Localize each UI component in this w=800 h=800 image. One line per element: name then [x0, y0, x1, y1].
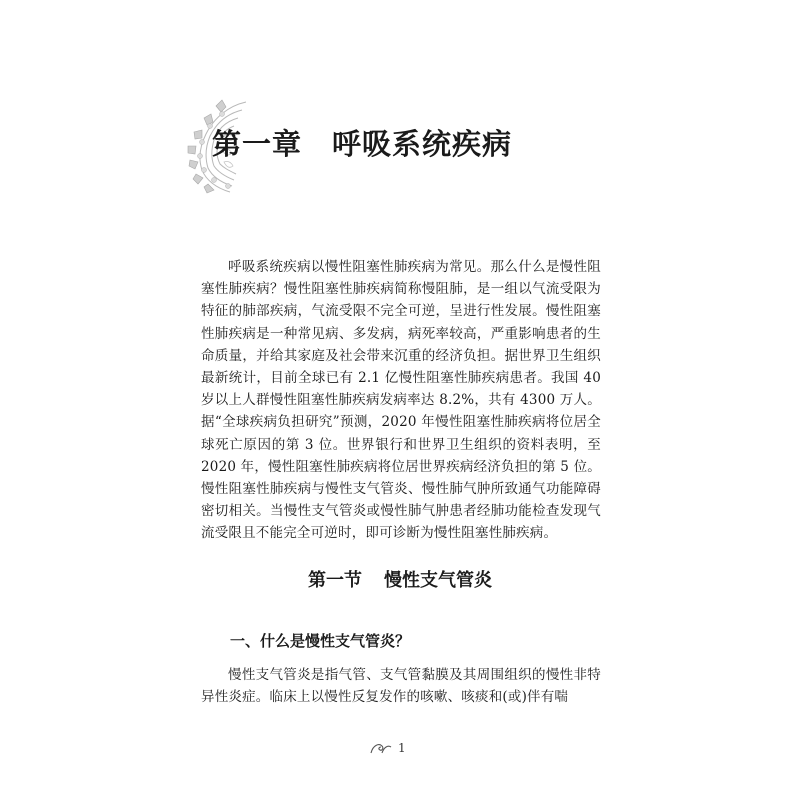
section-text-block — [201, 664, 601, 708]
chapter-heading — [212, 126, 512, 162]
section-heading — [0, 566, 800, 592]
intro-paragraph: 呼吸系统疾病以慢性阻塞性肺疾病为常见。那么什么是慢性阻塞性肺疾病？慢性阻塞性肺疾病简称慢阻肺，是一组以气流受限为特征的肺部疾病，气流受限不完全可逆，呈进行性发展。慢性阻塞性肺疾病是一种常见病、多发病，病死率较高，严重影响患者的生命质量，并给其家庭及社会带来沉重的经济负担。据世界卫生组织最新统计，目前全球已有 2.1 亿慢性阻塞性肺疾病患者。我国 40 岁以上人群慢性阻塞性肺疾病发病率达 8.2%，共有 4300 万人。据“全球疾病负担研究”预测，2020 年慢性阻塞性肺疾病将位居全球死亡原因的第 3 位。世界银行和世界卫生组织的资料表明，至 2020 年，慢性阻塞性肺疾病将位居世界疾病经济负担的第 5 位。慢性阻塞性肺疾病与慢性支气管炎、慢性肺气肿所致通气功能障碍密切相关。当慢性支气管炎或慢性肺气肿患者经肺功能检查发现气流受限且不能完全可逆时，即可诊断为慢性阻塞性肺疾病。 — [201, 259, 601, 542]
chapter-number: 第一章 — [212, 127, 303, 161]
swirl-ornament-icon — [370, 741, 392, 755]
page-footer — [370, 738, 406, 758]
intro-text-block — [201, 256, 601, 545]
subsection-heading: 一、什么是慢性支气管炎？ — [230, 632, 411, 650]
section-paragraph: 慢性支气管炎是指气管、支气管黏膜及其周围组织的慢性非特异性炎症。临床上以慢性反复发作的咳嗽、咳痰和(或)伴有喘 — [201, 667, 601, 706]
page-number: 1 — [398, 741, 406, 755]
chapter-title: 呼吸系统疾病 — [332, 127, 513, 161]
section-number: 第一节 — [308, 570, 362, 591]
section-title: 慢性支气管炎 — [384, 570, 492, 591]
